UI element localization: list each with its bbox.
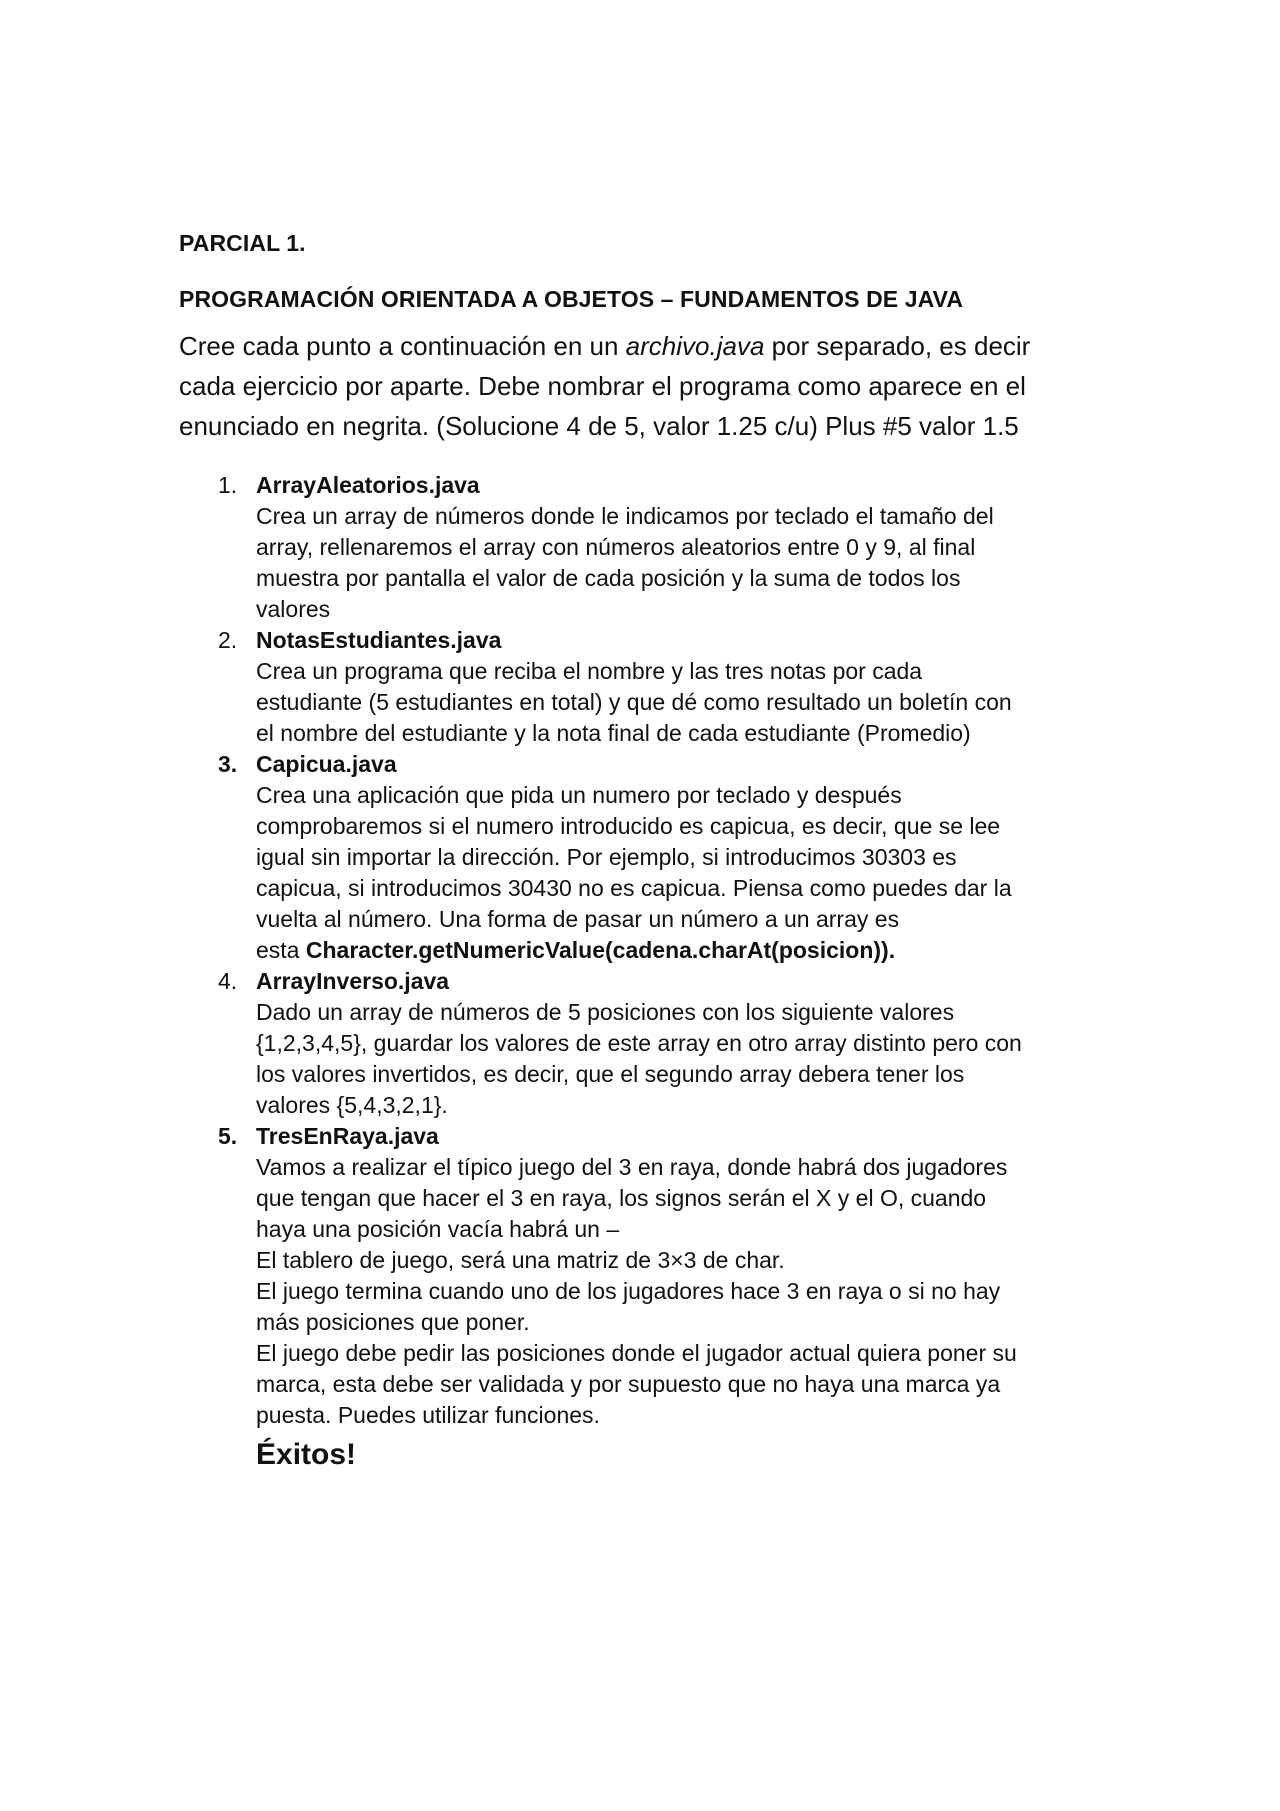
exercise-item — [218, 1121, 1098, 1431]
exercise-title: NotasEstudiantes.java — [256, 627, 502, 653]
exercise-line: más posiciones que poner. — [256, 1309, 530, 1335]
exercise-item — [218, 966, 1098, 1121]
exercise-title: TresEnRaya.java — [256, 1123, 439, 1149]
exercise-line: comprobaremos si el numero introducido es capicua, es decir, que se lee — [256, 813, 1001, 839]
document-subtitle: PROGRAMACIÓN ORIENTADA A OBJETOS – FUNDAMENTOS DE JAVA — [179, 286, 964, 312]
exercise-line: haya una posición vacía habrá un – — [256, 1216, 620, 1242]
exercise-list — [218, 470, 1098, 1475]
document-title: PARCIAL 1. — [179, 230, 306, 256]
exercise-line-with-code — [256, 935, 1098, 966]
exercise-number: 1. — [218, 472, 238, 498]
exercise-line: el nombre del estudiante y la nota final de cada estudiante (Promedio) — [256, 720, 971, 746]
instructions-text-end: por separado, es decir cada ejercicio por aparte. Debe nombrar el programa como aparece en el enunciado en negrita. (Solucione 4 de 5, valor 1.25 c/u) Plus #5 valor 1.5 — [179, 331, 1031, 441]
exercise-line: valores {5,4,3,2,1}. — [256, 1092, 448, 1118]
exercise-line: Crea un programa que reciba el nombre y las tres notas por cada — [256, 658, 923, 684]
exercise-title: Capicua.java — [256, 751, 397, 777]
exercise-title: ArrayAleatorios.java — [256, 472, 480, 498]
instructions-text-start: Cree cada punto a continuación en un — [179, 331, 626, 361]
exercise-item — [218, 625, 1098, 749]
instructions-filename-example: archivo.java — [625, 331, 765, 361]
exercise-description — [256, 997, 1098, 1121]
exercise-line: puesta. Puedes utilizar funciones. — [256, 1402, 600, 1428]
exercise-description — [256, 501, 1098, 625]
exercise-line: los valores invertidos, es decir, que el segundo array debera tener los — [256, 1061, 965, 1087]
exercise-item — [218, 749, 1098, 966]
exercise-line: que tengan que hacer el 3 en raya, los signos serán el X y el O, cuando — [256, 1185, 987, 1211]
exercise-item — [218, 470, 1098, 625]
exercise-line: Crea una aplicación que pida un numero por teclado y después — [256, 782, 902, 808]
exercise-line: array, rellenaremos el array con números aleatorios entre 0 y 9, al final — [256, 534, 976, 560]
exercise-line: muestra por pantalla el valor de cada posición y la suma de todos los — [256, 565, 961, 591]
code-reference: Character.getNumericValue(cadena.charAt(posicion)). — [305, 937, 896, 963]
exercise-line-prefix: esta — [256, 937, 306, 963]
exercise-line: marca, esta debe ser validada y por supuesto que no haya una marca ya — [256, 1371, 1001, 1397]
exercise-line: Dado un array de números de 5 posiciones con los siguiente valores — [256, 999, 955, 1025]
exercise-line: Crea un array de números donde le indicamos por teclado el tamaño del — [256, 503, 994, 529]
exercise-line: igual sin importar la dirección. Por ejemplo, si introducimos 30303 es — [256, 844, 957, 870]
exercise-line: El tablero de juego, será una matriz de 3×3 de char. — [256, 1247, 785, 1273]
exercise-line: valores — [256, 596, 331, 622]
document-header — [179, 228, 1079, 446]
exercise-number: 4. — [218, 968, 238, 994]
exercise-line: capicua, si introducimos 30430 no es capicua. Piensa como puedes dar la — [256, 875, 1012, 901]
instructions-paragraph — [179, 326, 1079, 446]
exercise-description — [256, 1152, 1098, 1431]
exercise-number: 5. — [218, 1123, 238, 1149]
exercise-number: 2. — [218, 627, 238, 653]
exercise-title: ArrayInverso.java — [256, 968, 450, 994]
exercise-description — [256, 656, 1098, 749]
exercise-line: vuelta al número. Una forma de pasar un número a un array es — [256, 906, 900, 932]
exercise-line: {1,2,3,4,5}, guardar los valores de este array en otro array distinto pero con — [256, 1030, 1022, 1056]
exercise-number: 3. — [218, 751, 238, 777]
exercise-line: Vamos a realizar el típico juego del 3 en raya, donde habrá dos jugadores — [256, 1154, 1008, 1180]
exercise-description — [256, 780, 1098, 966]
exercise-line: El juego termina cuando uno de los jugadores hace 3 en raya o si no hay — [256, 1278, 1001, 1304]
exercise-line: El juego debe pedir las posiciones donde el jugador actual quiera poner su — [256, 1340, 1017, 1366]
closing-message: Éxitos! — [256, 1438, 357, 1471]
exercise-line: estudiante (5 estudiantes en total) y que dé como resultado un boletín con — [256, 689, 1012, 715]
